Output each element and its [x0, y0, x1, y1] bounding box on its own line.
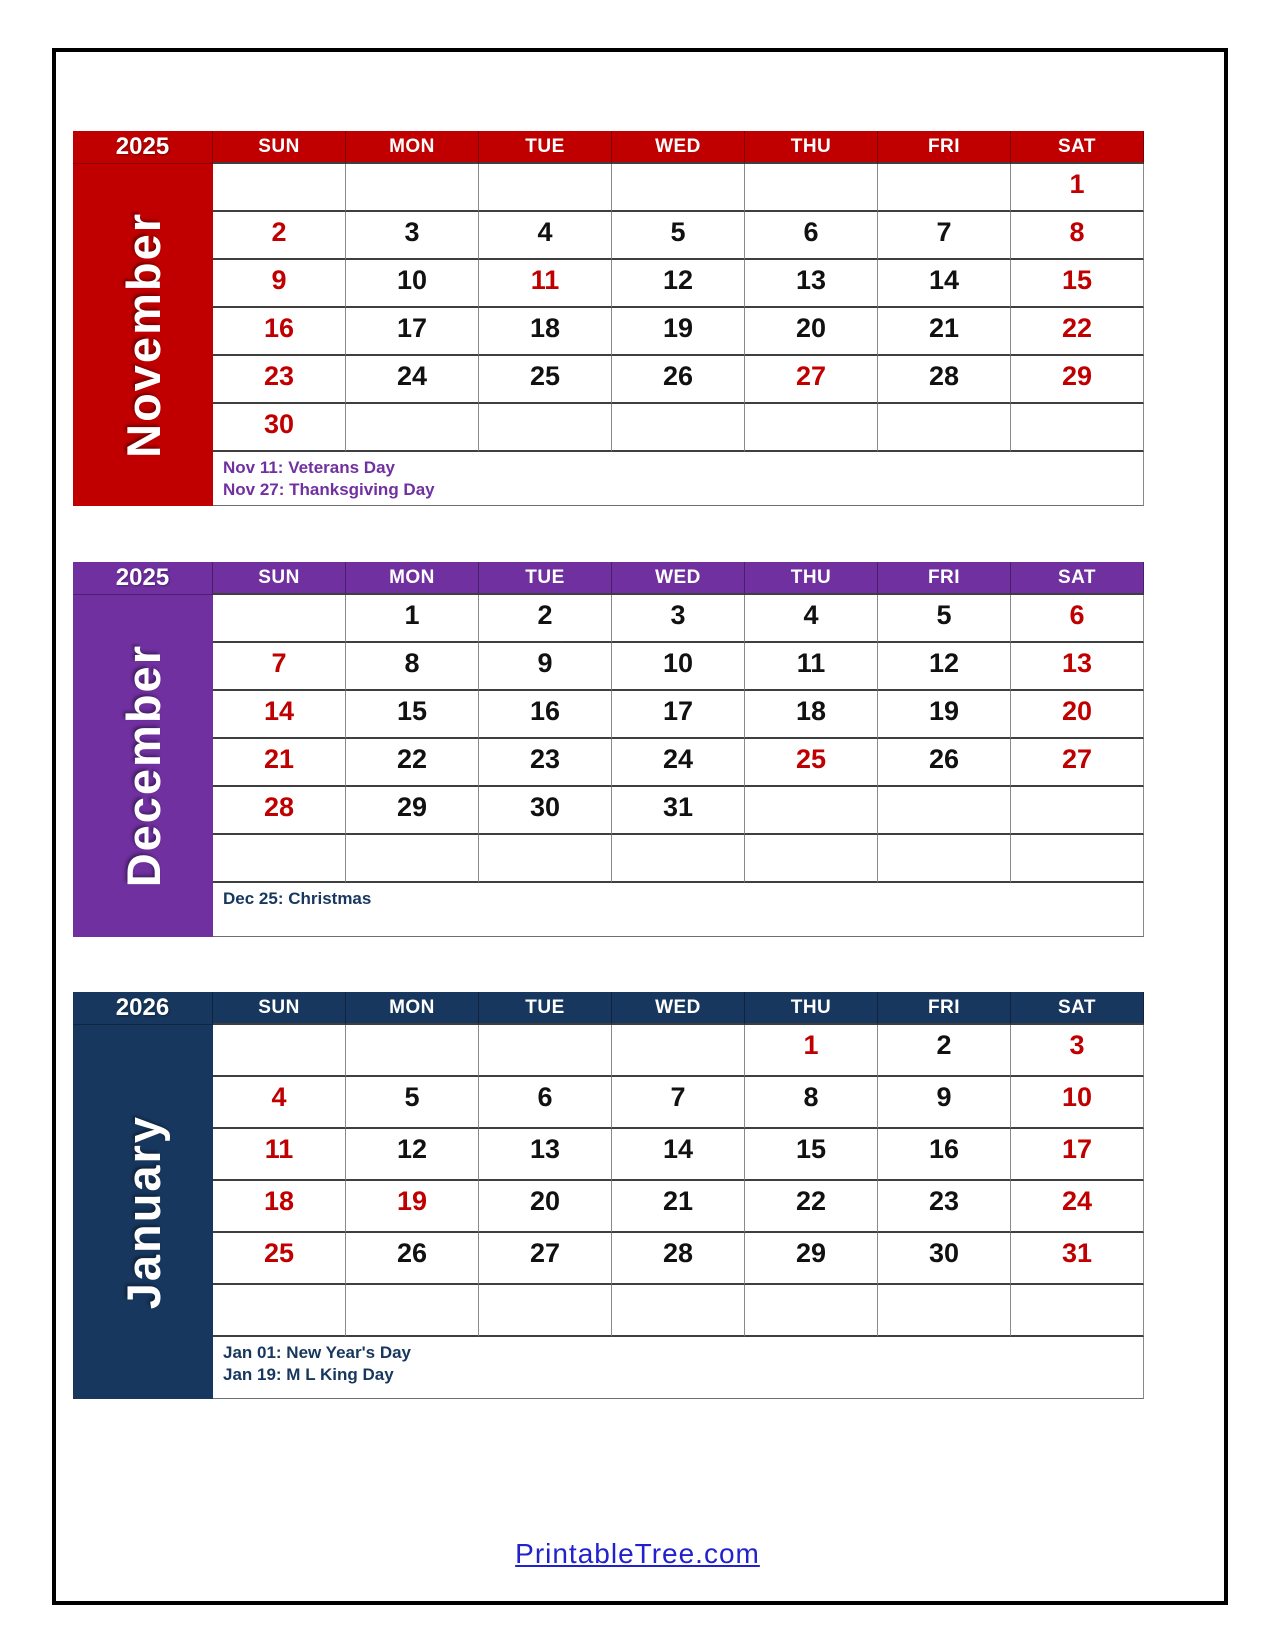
day-cell-12: 12: [346, 1129, 479, 1181]
day-cell-24: 24: [612, 739, 745, 787]
day-cell-28: 28: [612, 1233, 745, 1285]
day-cell-6: 6: [479, 1077, 612, 1129]
day-cell-27: 27: [745, 356, 878, 404]
weekday-header-thu: THU: [745, 992, 878, 1025]
day-cell-17: 17: [1011, 1129, 1144, 1181]
day-cell-8: 8: [1011, 212, 1144, 260]
day-cell-5: 5: [612, 212, 745, 260]
day-cell-7: 7: [612, 1077, 745, 1129]
weekday-header-thu: THU: [745, 131, 878, 164]
day-cell-19: 19: [346, 1181, 479, 1233]
day-cell-empty: [213, 1025, 346, 1077]
day-cell-7: 7: [213, 643, 346, 691]
day-cell-empty: [479, 1025, 612, 1077]
day-cell-16: 16: [479, 691, 612, 739]
day-cell-9: 9: [878, 1077, 1011, 1129]
holiday-note: Jan 19: M L King Day: [223, 1365, 394, 1385]
weekday-header-tue: TUE: [479, 131, 612, 164]
day-cell-11: 11: [213, 1129, 346, 1181]
day-cell-empty: [346, 1285, 479, 1337]
day-cell-4: 4: [213, 1077, 346, 1129]
day-cell-empty: [612, 164, 745, 212]
day-cell-23: 23: [878, 1181, 1011, 1233]
day-cell-21: 21: [878, 308, 1011, 356]
day-cell-12: 12: [612, 260, 745, 308]
month-table-december: [73, 562, 1144, 937]
day-cell-empty: [612, 835, 745, 883]
day-cell-29: 29: [346, 787, 479, 835]
day-cell-21: 21: [612, 1181, 745, 1233]
day-cell-27: 27: [479, 1233, 612, 1285]
day-cell-2: 2: [479, 595, 612, 643]
day-cell-empty: [745, 835, 878, 883]
day-cell-1: 1: [346, 595, 479, 643]
day-cell-3: 3: [346, 212, 479, 260]
footer: [0, 1538, 1275, 1570]
day-cell-8: 8: [745, 1077, 878, 1129]
weekday-header-mon: MON: [346, 992, 479, 1025]
holiday-notes: [213, 1337, 1144, 1399]
holiday-notes: [213, 452, 1144, 506]
day-cell-17: 17: [612, 691, 745, 739]
day-cell-9: 9: [213, 260, 346, 308]
day-cell-31: 31: [1011, 1233, 1144, 1285]
day-cell-empty: [213, 1285, 346, 1337]
day-cell-20: 20: [1011, 691, 1144, 739]
day-cell-empty: [213, 835, 346, 883]
day-cell-6: 6: [1011, 595, 1144, 643]
day-cell-22: 22: [745, 1181, 878, 1233]
day-cell-28: 28: [213, 787, 346, 835]
day-cell-10: 10: [612, 643, 745, 691]
day-cell-empty: [346, 404, 479, 452]
day-cell-30: 30: [479, 787, 612, 835]
weekday-header-wed: WED: [612, 131, 745, 164]
month-sidebar: [73, 164, 213, 506]
weekday-header-tue: TUE: [479, 992, 612, 1025]
day-cell-23: 23: [479, 739, 612, 787]
day-cell-25: 25: [479, 356, 612, 404]
day-cell-1: 1: [745, 1025, 878, 1077]
day-cell-11: 11: [745, 643, 878, 691]
day-cell-1: 1: [1011, 164, 1144, 212]
day-cell-3: 3: [1011, 1025, 1144, 1077]
day-cell-26: 26: [346, 1233, 479, 1285]
year-label: 2025: [73, 562, 213, 595]
day-cell-empty: [479, 404, 612, 452]
day-cell-empty: [346, 835, 479, 883]
day-cell-30: 30: [213, 404, 346, 452]
day-cell-23: 23: [213, 356, 346, 404]
day-cell-7: 7: [878, 212, 1011, 260]
day-cell-20: 20: [479, 1181, 612, 1233]
day-cell-15: 15: [1011, 260, 1144, 308]
day-cell-empty: [878, 787, 1011, 835]
year-label: 2026: [73, 992, 213, 1025]
day-cell-empty: [1011, 404, 1144, 452]
day-cell-16: 16: [213, 308, 346, 356]
day-cell-15: 15: [745, 1129, 878, 1181]
day-cell-26: 26: [878, 739, 1011, 787]
day-cell-19: 19: [878, 691, 1011, 739]
day-cell-5: 5: [346, 1077, 479, 1129]
day-cell-empty: [878, 1285, 1011, 1337]
day-cell-10: 10: [1011, 1077, 1144, 1129]
weekday-header-sun: SUN: [213, 131, 346, 164]
weekday-header-mon: MON: [346, 131, 479, 164]
day-cell-22: 22: [346, 739, 479, 787]
month-sidebar: [73, 1025, 213, 1399]
day-cell-30: 30: [878, 1233, 1011, 1285]
weekday-header-sun: SUN: [213, 562, 346, 595]
day-cell-12: 12: [878, 643, 1011, 691]
day-cell-15: 15: [346, 691, 479, 739]
footer-link[interactable]: PrintableTree.com: [515, 1538, 760, 1569]
day-cell-empty: [878, 164, 1011, 212]
day-cell-empty: [745, 164, 878, 212]
day-cell-empty: [479, 164, 612, 212]
day-cell-empty: [346, 164, 479, 212]
day-cell-2: 2: [213, 212, 346, 260]
weekday-header-mon: MON: [346, 562, 479, 595]
day-cell-14: 14: [612, 1129, 745, 1181]
holiday-note: Dec 25: Christmas: [223, 889, 372, 908]
month-table-november: [73, 131, 1144, 506]
day-cell-18: 18: [479, 308, 612, 356]
day-cell-31: 31: [612, 787, 745, 835]
calendar-page-frame: [52, 48, 1228, 1605]
day-cell-4: 4: [745, 595, 878, 643]
day-cell-25: 25: [213, 1233, 346, 1285]
day-cell-18: 18: [745, 691, 878, 739]
day-cell-22: 22: [1011, 308, 1144, 356]
weekday-header-fri: FRI: [878, 992, 1011, 1025]
day-cell-18: 18: [213, 1181, 346, 1233]
year-label: 2025: [73, 131, 213, 164]
day-cell-11: 11: [479, 260, 612, 308]
weekday-header-sat: SAT: [1011, 992, 1144, 1025]
month-name-vertical: January: [116, 1114, 170, 1310]
holiday-notes: [213, 883, 1144, 937]
day-cell-empty: [745, 1285, 878, 1337]
day-cell-24: 24: [1011, 1181, 1144, 1233]
weekday-header-fri: FRI: [878, 131, 1011, 164]
day-cell-10: 10: [346, 260, 479, 308]
day-cell-16: 16: [878, 1129, 1011, 1181]
day-cell-28: 28: [878, 356, 1011, 404]
day-cell-9: 9: [479, 643, 612, 691]
day-cell-empty: [1011, 1285, 1144, 1337]
day-cell-17: 17: [346, 308, 479, 356]
day-cell-2: 2: [878, 1025, 1011, 1077]
day-cell-empty: [479, 835, 612, 883]
weekday-header-sat: SAT: [1011, 131, 1144, 164]
day-cell-empty: [213, 595, 346, 643]
day-cell-13: 13: [745, 260, 878, 308]
day-cell-empty: [612, 1285, 745, 1337]
day-cell-29: 29: [1011, 356, 1144, 404]
day-cell-empty: [1011, 835, 1144, 883]
weekday-header-sun: SUN: [213, 992, 346, 1025]
day-cell-26: 26: [612, 356, 745, 404]
day-cell-8: 8: [346, 643, 479, 691]
month-table-january: [73, 992, 1144, 1399]
weekday-header-sat: SAT: [1011, 562, 1144, 595]
month-name-vertical: November: [116, 212, 170, 458]
month-name-vertical: December: [116, 644, 170, 888]
holiday-note: Nov 11: Veterans Day: [223, 458, 395, 477]
weekday-header-wed: WED: [612, 562, 745, 595]
day-cell-29: 29: [745, 1233, 878, 1285]
day-cell-14: 14: [213, 691, 346, 739]
day-cell-empty: [878, 835, 1011, 883]
weekday-header-wed: WED: [612, 992, 745, 1025]
day-cell-21: 21: [213, 739, 346, 787]
day-cell-19: 19: [612, 308, 745, 356]
weekday-header-fri: FRI: [878, 562, 1011, 595]
day-cell-empty: [745, 404, 878, 452]
day-cell-empty: [612, 1025, 745, 1077]
day-cell-13: 13: [1011, 643, 1144, 691]
holiday-note: Jan 01: New Year's Day: [223, 1343, 412, 1362]
day-cell-25: 25: [745, 739, 878, 787]
day-cell-3: 3: [612, 595, 745, 643]
day-cell-empty: [213, 164, 346, 212]
weekday-header-thu: THU: [745, 562, 878, 595]
day-cell-4: 4: [479, 212, 612, 260]
day-cell-14: 14: [878, 260, 1011, 308]
day-cell-27: 27: [1011, 739, 1144, 787]
day-cell-empty: [745, 787, 878, 835]
day-cell-6: 6: [745, 212, 878, 260]
day-cell-empty: [479, 1285, 612, 1337]
day-cell-13: 13: [479, 1129, 612, 1181]
day-cell-20: 20: [745, 308, 878, 356]
day-cell-empty: [878, 404, 1011, 452]
day-cell-5: 5: [878, 595, 1011, 643]
day-cell-empty: [612, 404, 745, 452]
day-cell-24: 24: [346, 356, 479, 404]
month-sidebar: [73, 595, 213, 937]
day-cell-empty: [1011, 787, 1144, 835]
weekday-header-tue: TUE: [479, 562, 612, 595]
holiday-note: Nov 27: Thanksgiving Day: [223, 480, 435, 500]
day-cell-empty: [346, 1025, 479, 1077]
